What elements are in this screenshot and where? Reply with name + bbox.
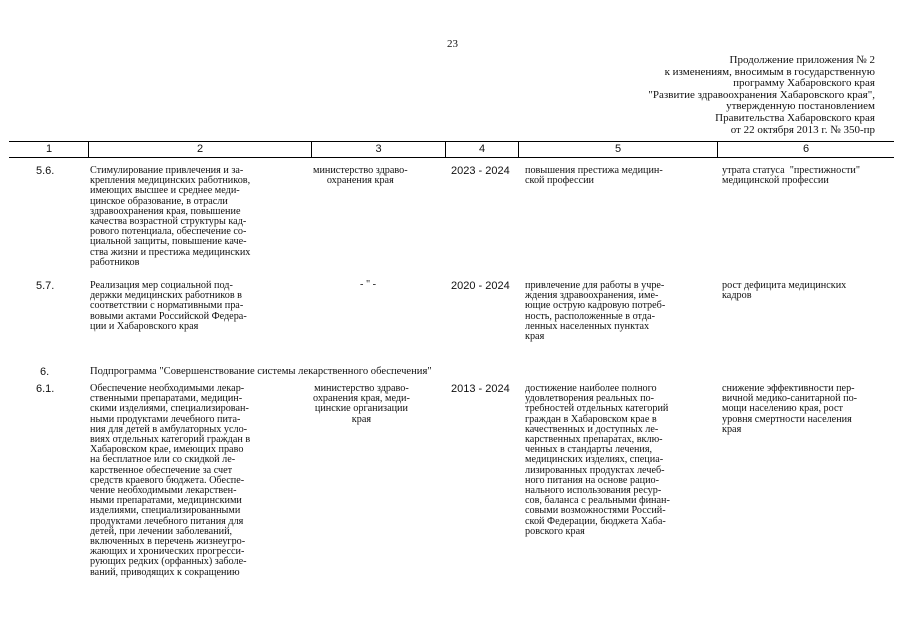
consequence-text: утрата статуса "престижности" медицинской профессии — [722, 165, 861, 187]
result-text: привлечение для работы в учре- ждения здравоохранения, име- ющие острую кадровую потреб- ность, расположенные в отда- ленных населенных пунктах края — [525, 280, 666, 343]
column-number-1: 1 — [45, 143, 53, 155]
header-line: утвержденную постановлением — [726, 100, 875, 113]
result-text: повышения престижа медицин- ской профессии — [525, 165, 663, 187]
column-header-row — [9, 141, 894, 158]
years-text: 2023 - 2024 — [451, 165, 510, 177]
row-number: 6.1. — [36, 383, 55, 395]
column-number-3: 3 — [375, 143, 382, 155]
header-line: Правительства Хабаровского края — [715, 111, 875, 124]
header-line: от 22 октября 2013 г. № 350-пр — [730, 123, 875, 136]
row-number: 5.7. — [36, 280, 55, 292]
column-number-4: 4 — [478, 143, 486, 155]
years-text: 2020 - 2024 — [451, 280, 510, 292]
executor-text: министерство здраво- охранения края — [313, 165, 408, 187]
column-number-6: 6 — [802, 143, 810, 155]
result-text: достижение наиболее полного удовлетворения реальных по- требностей отдельных категорий граждан в Хабаровском крае в качественных и доступных ле- карственных препаратах, вклю- ченных в стандарты лечения, медицинских изделиях, специа- лизированных продуктах лечеб- ного питания на основе рацио- нального использования ресур- сов, баланса с реальными финан- совыми возможностями Россий- ской Федерации, бюджета Хаба- ровского края — [525, 383, 670, 537]
executor-text: - " - — [360, 279, 377, 290]
row-number: 5.6. — [36, 165, 55, 177]
column-number-2: 2 — [196, 143, 204, 155]
measure-text: Обеспечение необходимыми лекар- ственными препаратами, медицин- скими изделиями, специализирован- ными продуктами лечебного пита- ния для детей в амбулаторных усло- виях отдельных категорий граждан в Хабаровском крае, имеющих право на бесплатное или со скидкой ле- карственное обеспечение за счет средств краевого бюджета. Обеспе- чение необходимыми лекарствен- ными препаратами, медицинскими изделиями, специализированными продуктами лечебного питания для детей, при лечении заболеваний, включенных в перечень жизнеугро- жающих и хронических прогресси- рующих редких (орфанных) заболе- ваний, приводящих к сокращению — [90, 383, 251, 578]
column-number-5: 5 — [614, 143, 622, 155]
header-line: "Развитие здравоохранения Хабаровского края", — [648, 88, 875, 101]
years-text: 2013 - 2024 — [451, 383, 510, 395]
consequence-text: снижение эффективности пер- вичной медико-санитарной по- мощи населению края, рост уровня смертности населения края — [722, 383, 858, 435]
executor-text: министерство здраво- охранения края, меди- цинские организации края — [313, 383, 410, 425]
measure-text: Реализация мер социальной под- держки медицинских работников в соответствии с нормативными пра- вовыми актами Российской Федера- ции и Хабаровского края — [90, 280, 247, 332]
consequence-text: рост дефицита медицинских кадров — [722, 280, 847, 302]
measure-text: Стимулирование привлечения и за- крепления медицинских работников, имеющих высшее и среднее меди- цинское образование, в отрасли здравоохранения края, повышение качества возрастной структуры кад- рового потенциала, обеспечение со- циальной защиты, повышение каче- ства жизни и престижа медицинских работников — [90, 165, 251, 268]
page-number: 23 — [447, 38, 458, 50]
header-line: к изменениям, вносимым в государственную — [664, 65, 875, 78]
header-line: Продолжение приложения № 2 — [729, 54, 875, 66]
appendix-header — [545, 55, 875, 136]
subprogram-number: 6. — [40, 366, 50, 378]
subprogram-title: Подпрограмма "Совершенствование системы лекарственного обеспечения" — [90, 366, 432, 377]
header-line: программу Хабаровского края — [733, 77, 875, 90]
